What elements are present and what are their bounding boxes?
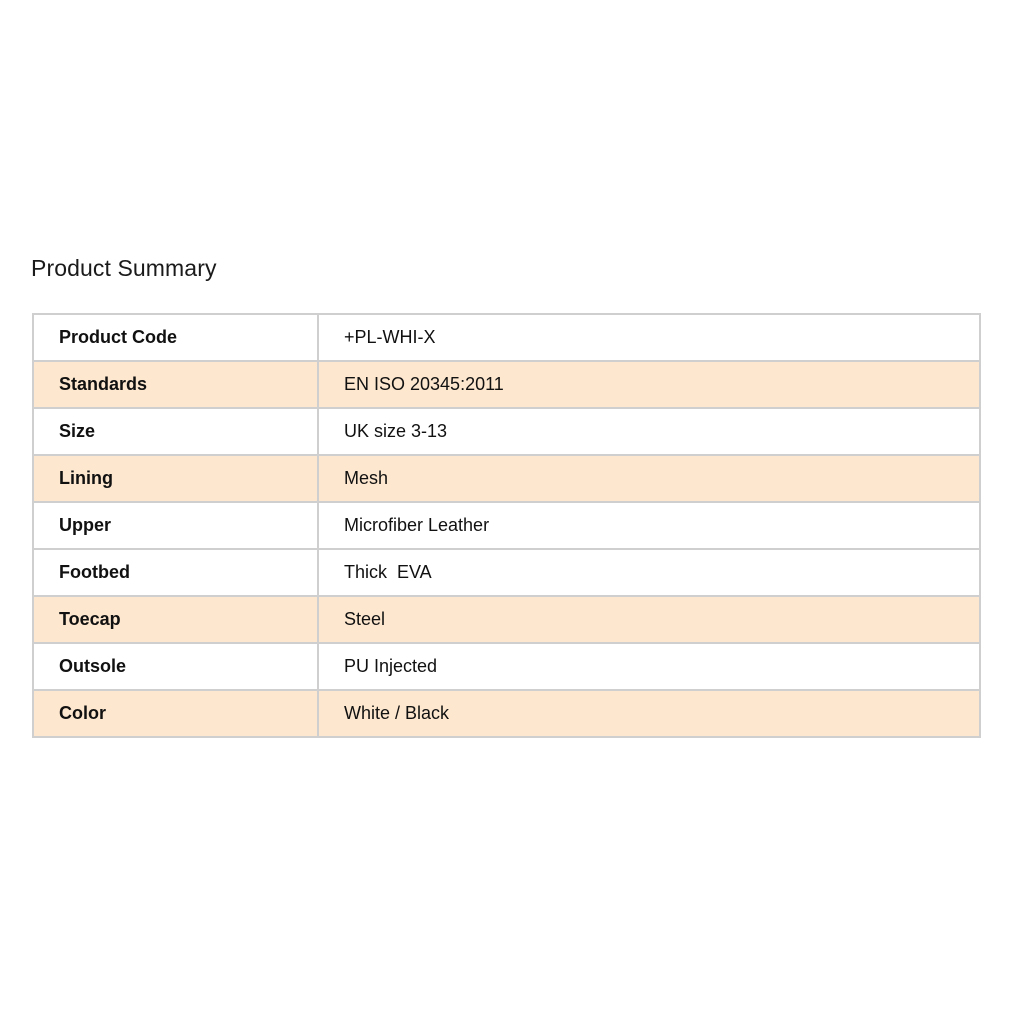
row-label-standards: Standards [33,361,318,408]
table-row [33,361,980,408]
table-row [33,690,980,737]
row-label-toecap: Toecap [33,596,318,643]
row-value-footbed: Thick EVA [318,549,980,596]
table-row [33,502,980,549]
table-row [33,596,980,643]
table-row [33,408,980,455]
row-value-toecap: Steel [318,596,980,643]
product-summary-table [32,313,981,738]
table-row [33,314,980,361]
row-label-size: Size [33,408,318,455]
row-label-lining: Lining [33,455,318,502]
row-value-outsole: PU Injected [318,643,980,690]
row-value-lining: Mesh [318,455,980,502]
row-value-standards: EN ISO 20345:2011 [318,361,980,408]
row-label-outsole: Outsole [33,643,318,690]
table-row [33,643,980,690]
table-row [33,455,980,502]
row-label-footbed: Footbed [33,549,318,596]
row-label-color: Color [33,690,318,737]
row-value-upper: Microfiber Leather [318,502,980,549]
row-value-size: UK size 3-13 [318,408,980,455]
row-value-color: White / Black [318,690,980,737]
row-label-product-code: Product Code [33,314,318,361]
row-label-upper: Upper [33,502,318,549]
section-title: Product Summary [31,255,217,281]
row-value-product-code: +PL-WHI-X [318,314,980,361]
table-row [33,549,980,596]
